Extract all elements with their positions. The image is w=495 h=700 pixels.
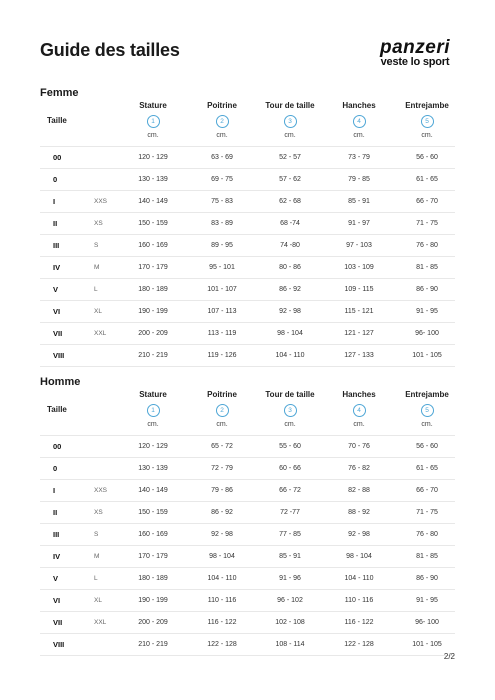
measurement-cell: 70 - 76 — [348, 443, 370, 450]
measurement-cell: 101 - 105 — [412, 641, 442, 648]
measurement-cell: 98 - 104 — [346, 553, 372, 560]
measurement-cell: 116 - 122 — [207, 619, 237, 626]
measurement-cell: 81 - 85 — [416, 264, 438, 271]
measurement-cell: 61 - 65 — [416, 176, 438, 183]
table-row — [40, 345, 455, 367]
column-header — [185, 390, 259, 429]
size-number: IV — [53, 263, 61, 272]
table-row — [40, 435, 455, 458]
measurement-cell: 122 - 128 — [207, 641, 237, 648]
column-header — [116, 390, 190, 429]
column-number-badge: 2 — [216, 115, 229, 128]
size-number: 0 — [53, 464, 58, 473]
size-number: I — [53, 486, 56, 495]
measurement-cell: 108 - 114 — [275, 641, 305, 648]
column-header — [253, 390, 327, 429]
size-number: VIII — [53, 351, 65, 360]
section-title-femme: Femme — [40, 87, 79, 99]
measurement-cell: 95 - 101 — [209, 264, 235, 271]
measurement-cell: 66 - 70 — [416, 198, 438, 205]
column-name: Tour de taille — [265, 390, 315, 399]
measurement-cell: 122 - 128 — [344, 641, 374, 648]
table-row — [40, 279, 455, 301]
table-row — [40, 634, 455, 656]
measurement-cell: 56 - 60 — [416, 443, 438, 450]
column-header — [390, 101, 464, 140]
measurement-cell: 80 - 86 — [279, 264, 301, 271]
measurement-cell: 200 - 209 — [138, 330, 168, 337]
measurement-cell: 92 - 98 — [279, 308, 301, 315]
column-unit: cm. — [147, 421, 159, 428]
measurement-cell: 190 - 199 — [138, 597, 168, 604]
measurement-cell: 96- 100 — [415, 330, 439, 337]
size-number: III — [53, 241, 60, 250]
size-letter: M — [94, 264, 100, 271]
table-row — [40, 568, 455, 590]
column-name: Stature — [139, 390, 167, 399]
measurement-cell: 120 - 129 — [138, 154, 168, 161]
size-letter: XXL — [94, 330, 107, 337]
measurement-cell: 103 - 109 — [344, 264, 374, 271]
column-unit: cm. — [147, 132, 159, 139]
brand-logo — [375, 37, 455, 69]
measurement-cell: 170 - 179 — [138, 553, 168, 560]
measurement-cell: 120 - 129 — [138, 443, 168, 450]
measurement-cell: 200 - 209 — [138, 619, 168, 626]
column-header — [390, 390, 464, 429]
measurement-cell: 55 - 60 — [279, 443, 301, 450]
measurement-cell: 107 - 113 — [207, 308, 237, 315]
measurement-cell: 75 - 83 — [211, 198, 233, 205]
size-column-header: Taille — [47, 405, 67, 414]
size-letter: S — [94, 242, 99, 249]
table-row — [40, 458, 455, 480]
column-name: Poitrine — [207, 101, 237, 110]
measurement-cell: 98 - 104 — [277, 330, 303, 337]
measurement-cell: 116 - 122 — [344, 619, 374, 626]
measurement-cell: 92 - 98 — [348, 531, 370, 538]
measurement-cell: 150 - 159 — [138, 509, 168, 516]
size-number: 0 — [53, 175, 58, 184]
measurement-cell: 101 - 105 — [412, 352, 442, 359]
measurement-cell: 69 - 75 — [211, 176, 233, 183]
measurement-cell: 160 - 169 — [138, 242, 168, 249]
measurement-cell: 76 - 80 — [416, 531, 438, 538]
measurement-cell: 127 - 133 — [344, 352, 374, 359]
size-number: I — [53, 197, 56, 206]
measurement-cell: 115 - 121 — [344, 308, 374, 315]
column-number-badge: 2 — [216, 404, 229, 417]
measurement-cell: 57 - 62 — [279, 176, 301, 183]
measurement-cell: 68 -74 — [280, 220, 300, 227]
measurement-cell: 104 - 110 — [344, 575, 374, 582]
measurement-cell: 96 - 102 — [277, 597, 303, 604]
measurement-cell: 73 - 79 — [348, 154, 370, 161]
measurement-cell: 60 - 66 — [279, 465, 301, 472]
size-letter: XXS — [94, 487, 108, 494]
column-unit: cm. — [284, 421, 296, 428]
table-row — [40, 301, 455, 323]
size-letter: XS — [94, 220, 103, 227]
measurement-cell: 104 - 110 — [275, 352, 305, 359]
size-number: V — [53, 574, 59, 583]
measurement-cell: 170 - 179 — [138, 264, 168, 271]
measurement-cell: 98 - 104 — [209, 553, 235, 560]
table-row — [40, 213, 455, 235]
column-number-badge: 1 — [147, 115, 160, 128]
measurement-cell: 91 - 95 — [416, 597, 438, 604]
measurement-cell: 72 -77 — [280, 509, 300, 516]
measurement-cell: 113 - 119 — [207, 330, 237, 337]
measurement-cell: 180 - 189 — [138, 286, 168, 293]
table-row — [40, 235, 455, 257]
size-number: 00 — [53, 442, 62, 451]
measurement-cell: 89 - 95 — [211, 242, 233, 249]
column-unit: cm. — [421, 132, 433, 139]
measurement-cell: 102 - 108 — [275, 619, 305, 626]
column-name: Hanches — [342, 390, 376, 399]
size-number: VII — [53, 618, 63, 627]
size-column-header: Taille — [47, 116, 67, 125]
column-name: Tour de taille — [265, 101, 315, 110]
column-header — [322, 101, 396, 140]
size-number: 00 — [53, 153, 62, 162]
size-letter: L — [94, 286, 98, 293]
measurement-cell: 66 - 70 — [416, 487, 438, 494]
size-number: VI — [53, 307, 61, 316]
measurement-cell: 180 - 189 — [138, 575, 168, 582]
measurement-cell: 76 - 82 — [348, 465, 370, 472]
section-title-homme: Homme — [40, 376, 81, 388]
table-row — [40, 524, 455, 546]
measurement-cell: 210 - 219 — [138, 352, 168, 359]
measurement-cell: 56 - 60 — [416, 154, 438, 161]
measurement-cell: 140 - 149 — [138, 198, 168, 205]
size-number: VII — [53, 329, 63, 338]
measurement-cell: 96- 100 — [415, 619, 439, 626]
measurement-cell: 63 - 69 — [211, 154, 233, 161]
measurement-cell: 140 - 149 — [138, 487, 168, 494]
size-letter: XL — [94, 597, 102, 604]
table-row — [40, 612, 455, 634]
measurement-cell: 86 - 90 — [416, 575, 438, 582]
column-number-badge: 4 — [353, 115, 366, 128]
measurement-cell: 97 - 103 — [346, 242, 372, 249]
column-number-badge: 4 — [353, 404, 366, 417]
column-unit: cm. — [421, 421, 433, 428]
measurement-cell: 121 - 127 — [344, 330, 374, 337]
measurement-cell: 119 - 126 — [207, 352, 237, 359]
logo-brand: panzeri — [379, 37, 451, 58]
measurement-cell: 86 - 90 — [416, 286, 438, 293]
size-letter: XXL — [94, 619, 107, 626]
column-number-badge: 5 — [421, 115, 434, 128]
measurement-cell: 74 -80 — [280, 242, 300, 249]
measurement-cell: 82 - 88 — [348, 487, 370, 494]
table-row — [40, 169, 455, 191]
table-row — [40, 502, 455, 524]
measurement-cell: 86 - 92 — [211, 509, 233, 516]
column-header — [253, 101, 327, 140]
measurement-cell: 130 - 139 — [138, 465, 168, 472]
column-unit: cm. — [353, 421, 365, 428]
page-number: 2/2 — [443, 652, 455, 661]
measurement-cell: 61 - 65 — [416, 465, 438, 472]
column-number-badge: 1 — [147, 404, 160, 417]
section-homme — [40, 376, 455, 649]
measurement-cell: 76 - 80 — [416, 242, 438, 249]
measurement-cell: 190 - 199 — [138, 308, 168, 315]
measurement-cell: 71 - 75 — [416, 509, 438, 516]
size-number: VIII — [53, 640, 65, 649]
column-header — [116, 101, 190, 140]
measurement-cell: 210 - 219 — [138, 641, 168, 648]
measurement-cell: 79 - 85 — [348, 176, 370, 183]
measurement-cell: 52 - 57 — [279, 154, 301, 161]
table-row — [40, 257, 455, 279]
size-letter: XL — [94, 308, 102, 315]
measurement-cell: 62 - 68 — [279, 198, 301, 205]
measurement-cell: 109 - 115 — [344, 286, 374, 293]
measurement-cell: 130 - 139 — [138, 176, 168, 183]
table-row — [40, 480, 455, 502]
table-row — [40, 146, 455, 169]
section-femme — [40, 87, 455, 360]
table-row — [40, 191, 455, 213]
measurement-cell: 72 - 79 — [211, 465, 233, 472]
measurement-cell: 79 - 86 — [211, 487, 233, 494]
size-letter: M — [94, 553, 100, 560]
measurement-cell: 86 - 92 — [279, 286, 301, 293]
size-letter: L — [94, 575, 98, 582]
table-row — [40, 323, 455, 345]
page-title: Guide des tailles — [40, 40, 180, 60]
measurement-cell: 150 - 159 — [138, 220, 168, 227]
size-number: III — [53, 530, 60, 539]
column-unit: cm. — [216, 421, 228, 428]
column-unit: cm. — [284, 132, 296, 139]
size-number: IV — [53, 552, 61, 561]
measurement-cell: 88 - 92 — [348, 509, 370, 516]
measurement-cell: 81 - 85 — [416, 553, 438, 560]
measurement-cell: 160 - 169 — [138, 531, 168, 538]
measurement-cell: 110 - 116 — [344, 597, 374, 604]
measurement-cell: 92 - 98 — [211, 531, 233, 538]
measurement-cell: 66 - 72 — [279, 487, 301, 494]
column-name: Entrejambe — [405, 101, 449, 110]
measurement-cell: 91 - 97 — [348, 220, 370, 227]
measurement-cell: 91 - 96 — [279, 575, 301, 582]
size-letter: S — [94, 531, 99, 538]
measurement-cell: 110 - 116 — [207, 597, 237, 604]
measurement-cell: 83 - 89 — [211, 220, 233, 227]
column-unit: cm. — [353, 132, 365, 139]
column-number-badge: 3 — [284, 115, 297, 128]
size-letter: XXS — [94, 198, 108, 205]
measurement-cell: 85 - 91 — [348, 198, 370, 205]
measurement-cell: 101 - 107 — [207, 286, 237, 293]
column-name: Hanches — [342, 101, 376, 110]
column-name: Poitrine — [207, 390, 237, 399]
column-name: Entrejambe — [405, 390, 449, 399]
column-number-badge: 3 — [284, 404, 297, 417]
size-letter: XS — [94, 509, 103, 516]
measurement-cell: 85 - 91 — [279, 553, 301, 560]
measurement-cell: 71 - 75 — [416, 220, 438, 227]
logo-tagline: veste lo sport — [380, 56, 450, 68]
measurement-cell: 104 - 110 — [207, 575, 237, 582]
size-number: VI — [53, 596, 61, 605]
measurement-cell: 77 - 85 — [279, 531, 301, 538]
table-row — [40, 590, 455, 612]
column-number-badge: 5 — [421, 404, 434, 417]
size-table-homme — [40, 435, 455, 656]
table-row — [40, 546, 455, 568]
measurement-cell: 91 - 95 — [416, 308, 438, 315]
size-table-femme — [40, 146, 455, 367]
column-header — [322, 390, 396, 429]
column-header — [185, 101, 259, 140]
size-number: II — [53, 219, 58, 228]
measurement-cell: 65 - 72 — [211, 443, 233, 450]
size-number: V — [53, 285, 59, 294]
column-name: Stature — [139, 101, 167, 110]
column-unit: cm. — [216, 132, 228, 139]
size-number: II — [53, 508, 58, 517]
